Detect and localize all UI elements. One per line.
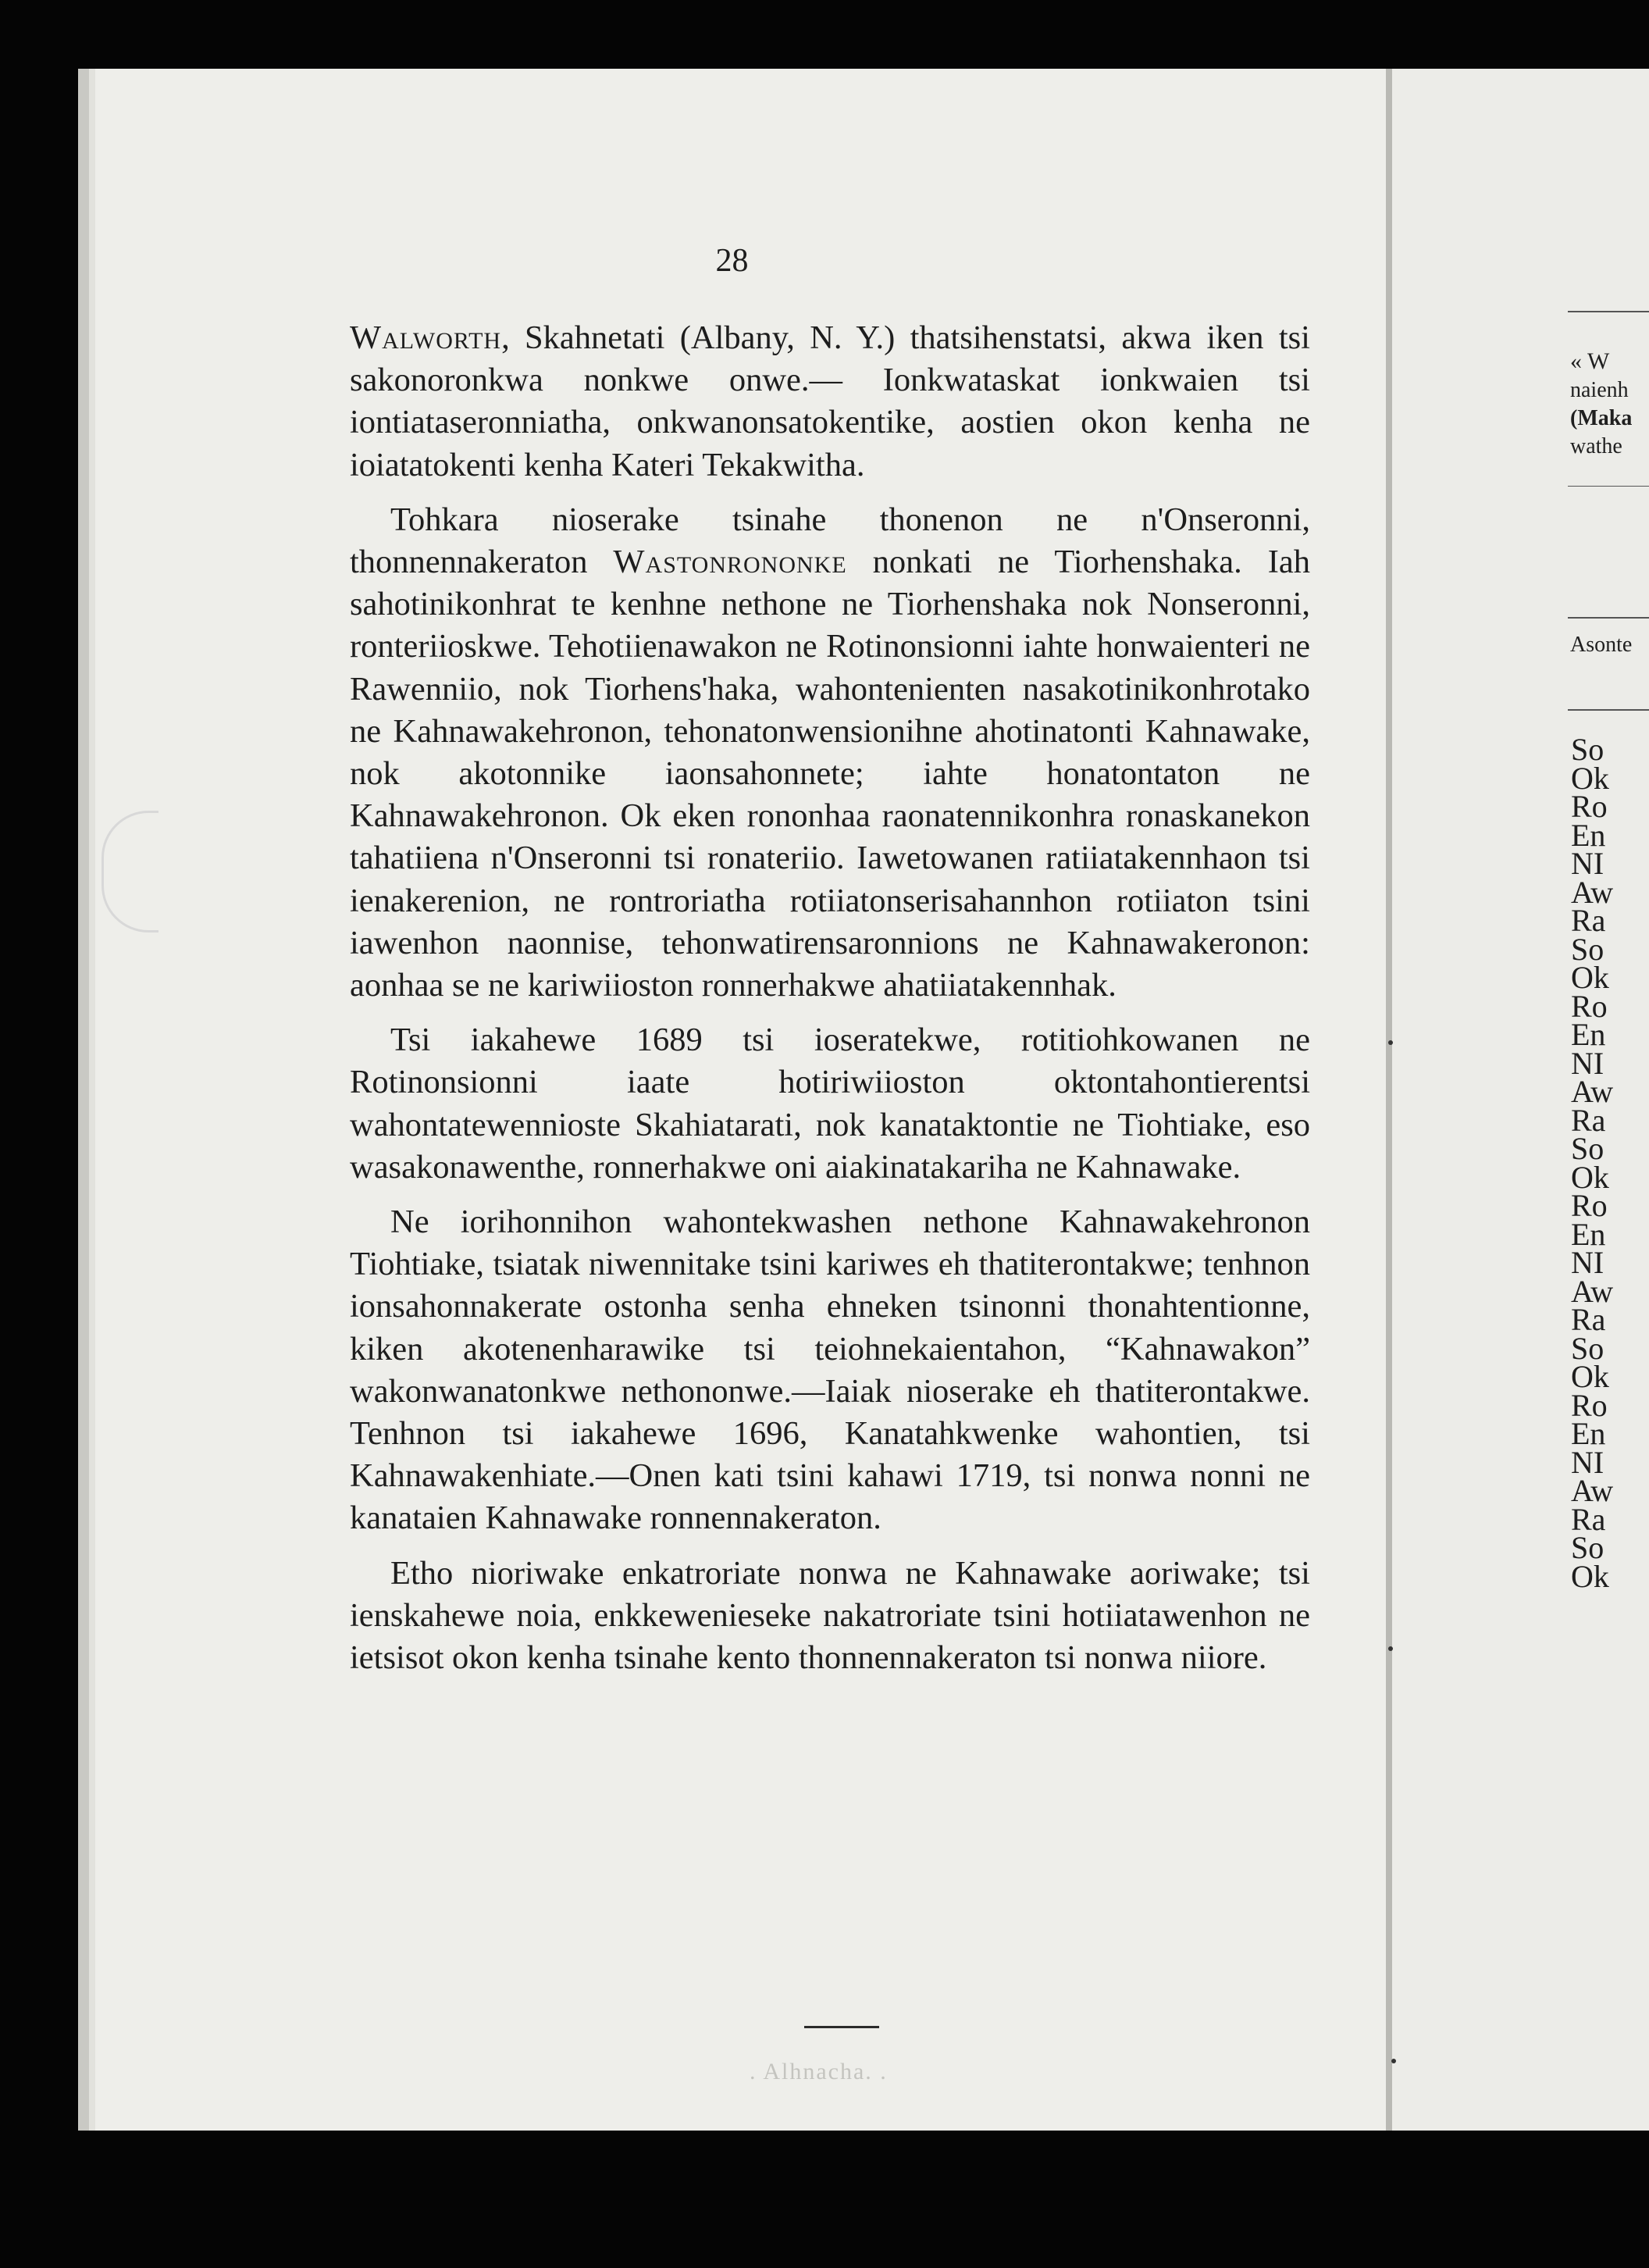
right-rule-1 <box>1568 311 1649 312</box>
paragraph-3: Tsi iakahewe 1689 tsi ioseratekwe, rotitiohkowanen ne Rotinonsionni iaate hotiriwiioston oktontahontierentsi wahontatewennioste Skahiatarati, nok kanataktontie ne Tiohtiake, eso wasakonawenthe, ronnerhakwe oni aiakinatakariha ne Kahnawake. <box>350 1022 1310 1186</box>
right-heading: Asonte <box>1570 633 1633 657</box>
right-column-list <box>1571 732 1614 1594</box>
author-name: Walworth <box>350 319 502 356</box>
list-item: Ok <box>1571 760 1609 796</box>
list-item: So <box>1571 1330 1604 1366</box>
paragraph-1: Walworth, Skahnetati (Albany, N. Y.) thatsihenstatsi, akwa iken tsi sakonoronkwa nonkwe onwe.— Ionkwataskat ionkwaien tsi iontiataseronniatha, onkwanonsatokentike, aostien okon kenha ne ioiatatokenti kenha Kateri Tekakwitha. <box>350 319 1310 483</box>
list-item: En <box>1571 1017 1606 1052</box>
right-rule-4 <box>1568 709 1649 711</box>
quote-line-1: « W <box>1570 348 1610 374</box>
list-item: En <box>1571 1416 1606 1451</box>
list-item: En <box>1571 817 1606 853</box>
list-item: So <box>1571 732 1604 767</box>
list-item: Ro <box>1571 1188 1608 1223</box>
list-item: Aw <box>1571 1074 1614 1109</box>
quote-line-3: (Maka <box>1570 406 1633 430</box>
list-item: NI <box>1571 1045 1604 1081</box>
list-item: Aw <box>1571 874 1614 910</box>
end-rule <box>804 2026 879 2028</box>
list-item: Ok <box>1571 960 1609 995</box>
list-item: Ra <box>1571 1501 1606 1537</box>
body-text <box>350 317 1310 1692</box>
page-number: 28 <box>715 243 749 279</box>
paragraph-5: Etho nioriwake enkatroriate nonwa ne Kahnawake aoriwake; tsi ienskahewe noia, enkkewenieseke nakatroriate tsini hotiiatawenhon ne ietsisot okon kenha tsinahe kento thonnennakeraton tsi nonwa niiore. <box>350 1554 1310 1677</box>
speck-mark <box>1388 1646 1393 1651</box>
list-item: Ro <box>1571 789 1608 824</box>
list-item: So <box>1571 931 1604 967</box>
list-item: NI <box>1571 1245 1604 1280</box>
paragraph-2: Tohkara nioserake tsinahe thonenon ne n'Onseronni, thonnennakeraton Wastonrononke nonkati ne Tiorhenshaka. Iah sahotinikonhrat te kenhne nethone ne Tiorhenshaka nok Nonseronni, ronteriioskwe. Tehotiienawakon ne Rotinonsionni iahte honwaienteri ne Rawenniio, nok Tiorhens'haka, wahontenienten nasakotinikonhrotako ne Kahnawakehronon, tehonatonwensionihne ahotinatonti Kahnawake, nok akotonnike iaonsahonnete; iahte honatontaton ne Kahnawakehronon. Ok eken rononhaa raonatennikonhra ronaskanekon tahatiiena n'Onseronni tsi ronateriio. Iawetowanen ratiiatakennhaon tsi ienakerenion, ne rontroriatha rotiiatonserisahannhon rotiiaton tsini iawenhon naonnise, tehonwatirensaronnions ne Kahnawakeronon: aonhaa se ne kariwiioston ronnerhakwe ahatiiatakennhak. <box>350 501 1310 1004</box>
speck-mark <box>1391 2059 1396 2063</box>
list-item: Ra <box>1571 903 1606 938</box>
list-item: Ra <box>1571 1102 1606 1138</box>
list-item: NI <box>1571 1444 1604 1480</box>
list-item: Ro <box>1571 988 1608 1024</box>
list-item: Ra <box>1571 1302 1606 1337</box>
list-item: Ok <box>1571 1359 1609 1394</box>
list-item: So <box>1571 1131 1604 1166</box>
left-page <box>78 69 1386 2131</box>
list-item: NI <box>1571 846 1604 881</box>
list-item: Ok <box>1571 1558 1609 1594</box>
list-item: So <box>1571 1530 1604 1565</box>
list-item: Aw <box>1571 1273 1614 1309</box>
book-gutter <box>1386 69 1392 2131</box>
paragraph-4: Ne iorihonnihon wahontekwashen nethone Kahnawakehronon Tiohtiake, tsiatak niwennitake tsini kariwes eh thatiterontakwe; tenhnon ionsahonnakerate ostonha senha ehneken tsinonni thonahtentionne, kiken akotenenharawike tsi teiohnekaientahon, “Kahnawakon” wakonwanatonkwe nethononwe.—Iaiak nioserake eh thatiterontakwe. Tenhnon tsi iakahewe 1696, Kanatahkwenke wahontien, tsi Kahnawakenhiate.—Onen kati tsini kahawi 1719, tsi nonwa nonni ne kanataien Kahnawake ronnennakeraton. <box>350 1204 1310 1537</box>
right-rule-2 <box>1568 486 1649 487</box>
proper-name: Wastonrononke <box>613 544 847 581</box>
right-rule-3 <box>1568 617 1649 619</box>
pencil-bracket-mark <box>102 811 158 933</box>
quote-line-4: wathe <box>1570 434 1622 458</box>
list-item: Aw <box>1571 1473 1614 1508</box>
list-item: Ro <box>1571 1387 1608 1423</box>
bleed-through-text: . Alhnacha. . <box>750 2059 888 2084</box>
speck-mark <box>1388 1040 1393 1045</box>
list-item: Ok <box>1571 1159 1609 1195</box>
quote-line-2: naienh <box>1570 378 1629 402</box>
list-item: En <box>1571 1216 1606 1252</box>
